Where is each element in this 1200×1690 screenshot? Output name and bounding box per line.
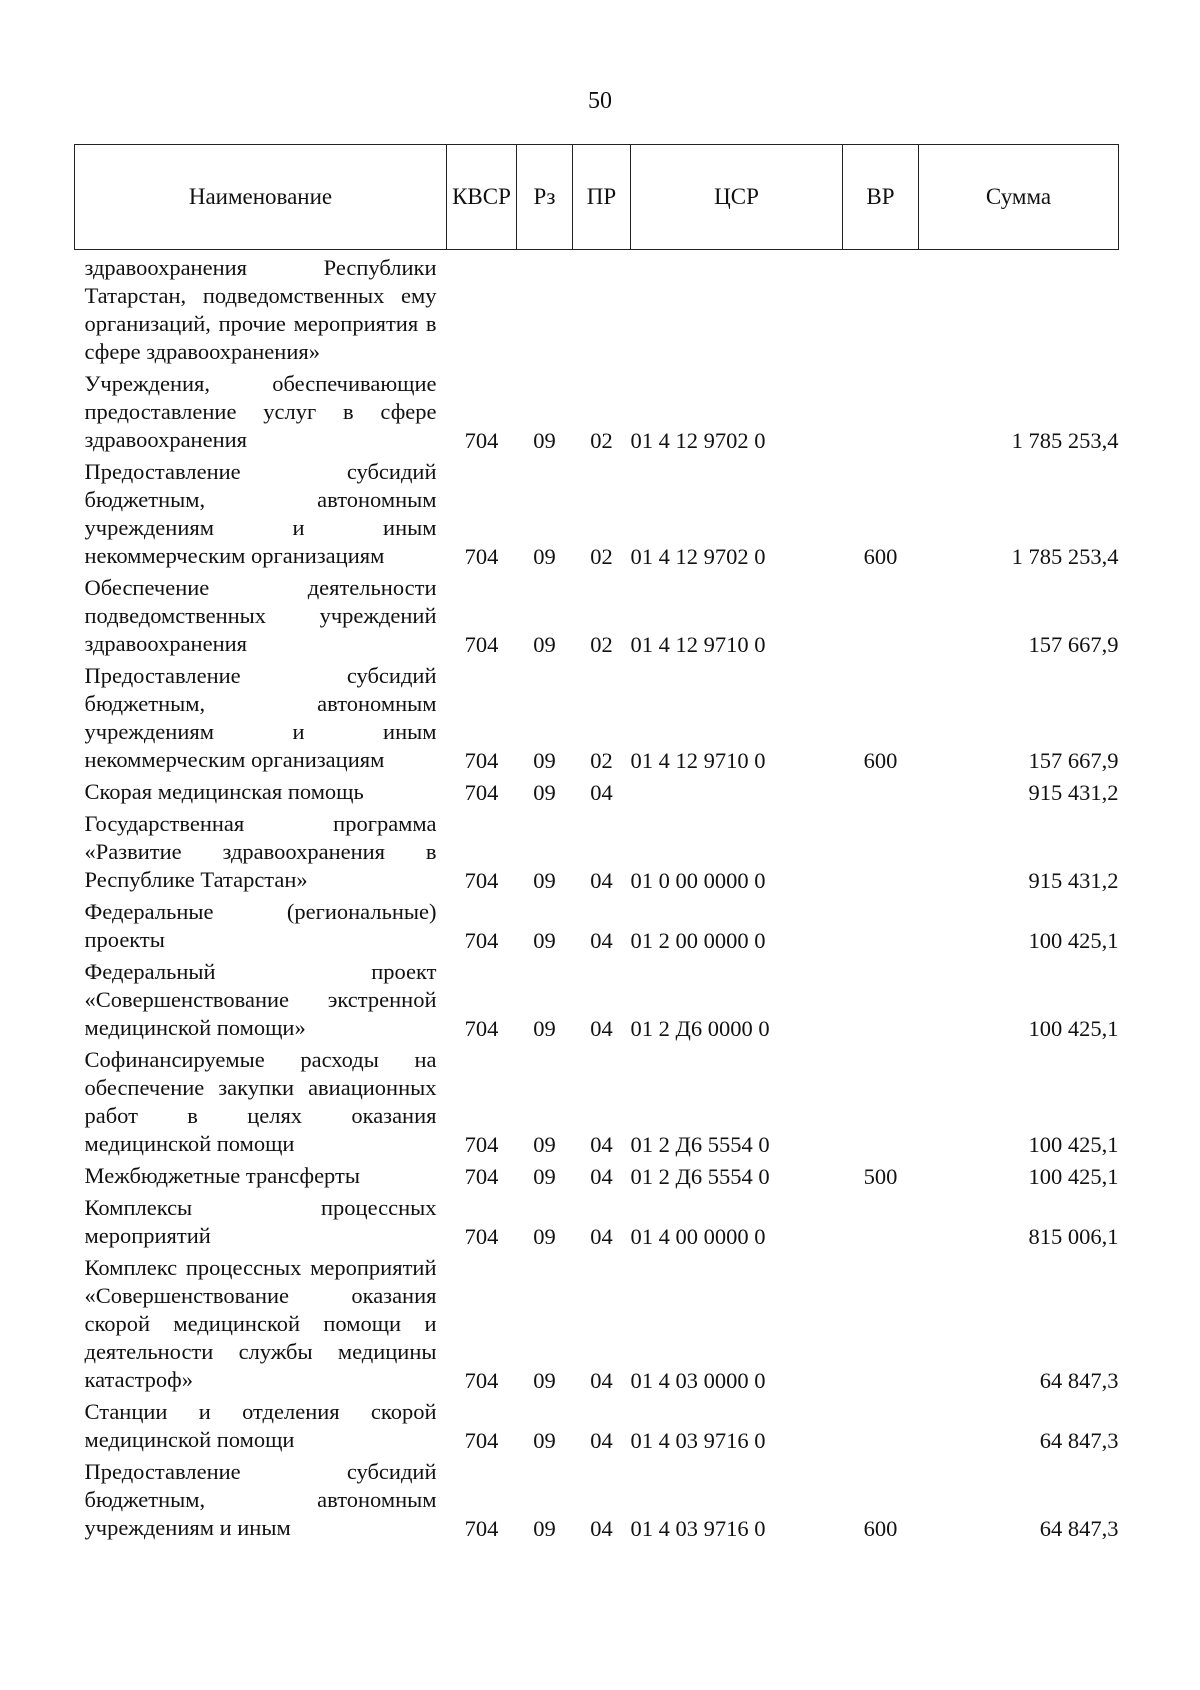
row-name-cell: Федеральный проект «Совершенствование экстренной медицинской помощи»	[84, 959, 437, 1040]
header-csr: ЦСР	[631, 145, 843, 250]
table-row	[75, 1253, 1119, 1397]
row-vr-cell: 600	[863, 1516, 898, 1541]
row-rz-cell: 09	[533, 780, 556, 805]
header-rz: Рз	[517, 145, 573, 250]
row-rz-cell: 09	[533, 868, 556, 893]
row-sum-cell: 64 847,3	[1039, 1516, 1119, 1541]
row-sum-cell: 100 425,1	[1028, 1132, 1119, 1157]
table-row	[75, 809, 1119, 897]
row-name-cell: Станции и отделения скорой медицинской помощи	[84, 1399, 437, 1452]
row-name-cell: Федеральные (региональные) проекты	[84, 899, 437, 952]
row-name-cell: Скорая медицинская помощь	[84, 779, 364, 804]
row-pr-cell: 04	[590, 1224, 613, 1249]
row-pr-cell: 04	[590, 1516, 613, 1541]
row-name-cell: Учреждения, обеспечивающие предоставление услуг в сфере здравоохранения	[84, 371, 437, 452]
row-rz-cell: 09	[533, 1428, 556, 1453]
row-vr-cell: 500	[863, 1164, 898, 1189]
row-kvsr-cell: 704	[464, 632, 499, 657]
row-csr-cell: 01 4 03 9716 0	[630, 1516, 766, 1541]
table-header	[75, 145, 1119, 250]
row-sum-cell: 815 006,1	[1028, 1224, 1119, 1249]
table-row	[75, 957, 1119, 1045]
row-pr-cell: 04	[590, 1428, 613, 1453]
row-kvsr-cell: 704	[464, 928, 499, 953]
row-sum-cell	[919, 250, 1119, 370]
row-name-cell: здравоохранения Республики Татарстан, подведомственных ему организаций, прочие мероприятия в сфере здравоохранения»	[84, 255, 437, 364]
row-pr-cell: 04	[590, 1132, 613, 1157]
row-csr-cell: 01 2 Д6 5554 0	[630, 1164, 770, 1189]
row-rz-cell	[517, 250, 573, 370]
table-row	[75, 457, 1119, 573]
table-row	[75, 1045, 1119, 1161]
row-vr-cell	[843, 369, 919, 457]
row-csr-cell: 01 2 00 0000 0	[630, 928, 766, 953]
row-rz-cell: 09	[533, 1516, 556, 1541]
row-pr-cell: 04	[590, 1016, 613, 1041]
header-name: Наименование	[75, 145, 447, 250]
table-row	[75, 1397, 1119, 1457]
row-vr-cell	[843, 957, 919, 1045]
row-rz-cell: 09	[533, 1164, 556, 1189]
row-rz-cell: 09	[533, 632, 556, 657]
row-name-cell: Межбюджетные трансферты	[84, 1163, 360, 1188]
row-vr-cell	[843, 897, 919, 957]
row-rz-cell: 09	[533, 1132, 556, 1157]
row-csr-cell: 01 4 00 0000 0	[630, 1224, 766, 1249]
row-pr-cell	[573, 250, 631, 370]
row-kvsr-cell: 704	[464, 1016, 499, 1041]
row-kvsr-cell: 704	[464, 780, 499, 805]
budget-table	[74, 144, 1119, 1545]
row-sum-cell: 64 847,3	[1039, 1368, 1119, 1393]
row-pr-cell: 04	[590, 1164, 613, 1189]
row-pr-cell: 04	[590, 868, 613, 893]
row-kvsr-cell: 704	[464, 868, 499, 893]
page-number: 50	[588, 88, 612, 114]
row-csr-cell: 01 4 12 9702 0	[630, 428, 766, 453]
row-pr-cell: 02	[590, 544, 613, 569]
row-sum-cell: 915 431,2	[1028, 780, 1119, 805]
row-rz-cell: 09	[533, 544, 556, 569]
row-pr-cell: 04	[590, 928, 613, 953]
row-pr-cell: 02	[590, 632, 613, 657]
row-sum-cell: 64 847,3	[1039, 1428, 1119, 1453]
header-vr: ВР	[843, 145, 919, 250]
row-pr-cell: 02	[590, 428, 613, 453]
table-row	[75, 573, 1119, 661]
row-kvsr-cell: 704	[464, 544, 499, 569]
row-csr-cell: 01 4 03 9716 0	[630, 1428, 766, 1453]
row-sum-cell: 100 425,1	[1028, 1016, 1119, 1041]
row-pr-cell: 04	[590, 1368, 613, 1393]
row-vr-cell	[843, 809, 919, 897]
row-name-cell: Обеспечение деятельности подведомственных учреждений здравоохранения	[84, 575, 437, 656]
row-csr-cell: 01 4 03 0000 0	[630, 1368, 766, 1393]
row-name-cell: Комплекс процессных мероприятий «Совершенствование оказания скорой медицинской помощи и деятельности службы медицины катастроф»	[84, 1255, 437, 1392]
row-vr-cell	[843, 1253, 919, 1397]
row-kvsr-cell	[447, 250, 517, 370]
row-vr-cell	[843, 250, 919, 370]
row-sum-cell: 100 425,1	[1028, 1164, 1119, 1189]
row-vr-cell	[843, 777, 919, 809]
header-pr: ПР	[573, 145, 631, 250]
row-csr-cell: 01 4 12 9702 0	[630, 544, 766, 569]
row-csr-cell	[631, 777, 843, 809]
table-row	[75, 1161, 1119, 1193]
row-sum-cell: 915 431,2	[1028, 868, 1119, 893]
row-rz-cell: 09	[533, 428, 556, 453]
row-kvsr-cell: 704	[464, 1164, 499, 1189]
row-csr-cell: 01 4 12 9710 0	[630, 748, 766, 773]
table-row	[75, 897, 1119, 957]
row-name-cell: Предоставление субсидий бюджетным, автономным учреждениям и иным некоммерческим организациям	[84, 459, 437, 568]
row-vr-cell: 600	[863, 748, 898, 773]
row-kvsr-cell: 704	[464, 428, 499, 453]
row-name-cell: Государственная программа «Развитие здравоохранения в Республике Татарстан»	[84, 811, 437, 892]
row-kvsr-cell: 704	[464, 748, 499, 773]
row-csr-cell: 01 0 00 0000 0	[630, 868, 766, 893]
row-vr-cell	[843, 1397, 919, 1457]
table-row	[75, 250, 1119, 370]
row-csr-cell	[631, 250, 843, 370]
row-sum-cell: 1 785 253,4	[1011, 428, 1119, 453]
row-vr-cell	[843, 573, 919, 661]
table-row	[75, 777, 1119, 809]
row-sum-cell: 157 667,9	[1028, 632, 1119, 657]
table-row	[75, 1193, 1119, 1253]
row-pr-cell: 04	[590, 780, 613, 805]
table-row	[75, 1457, 1119, 1545]
row-kvsr-cell: 704	[464, 1132, 499, 1157]
row-sum-cell: 100 425,1	[1028, 928, 1119, 953]
table-row	[75, 369, 1119, 457]
table-body	[75, 250, 1119, 1546]
row-name-cell: Софинансируемые расходы на обеспечение закупки авиационных работ в целях оказания медицинской помощи	[84, 1047, 437, 1156]
row-kvsr-cell: 704	[464, 1368, 499, 1393]
row-sum-cell: 1 785 253,4	[1011, 544, 1119, 569]
row-csr-cell: 01 2 Д6 0000 0	[630, 1016, 770, 1041]
table-row	[75, 661, 1119, 777]
row-csr-cell: 01 2 Д6 5554 0	[630, 1132, 770, 1157]
header-row	[75, 145, 1119, 250]
row-pr-cell: 02	[590, 748, 613, 773]
row-name-cell: Комплексы процессных мероприятий	[84, 1195, 437, 1248]
row-kvsr-cell: 704	[464, 1428, 499, 1453]
row-csr-cell: 01 4 12 9710 0	[630, 632, 766, 657]
header-sum: Сумма	[919, 145, 1119, 250]
row-vr-cell	[843, 1193, 919, 1253]
row-vr-cell: 600	[863, 544, 898, 569]
row-rz-cell: 09	[533, 1368, 556, 1393]
row-vr-cell	[843, 1045, 919, 1161]
row-rz-cell: 09	[533, 748, 556, 773]
header-kvsr: КВСР	[447, 145, 517, 250]
row-rz-cell: 09	[533, 928, 556, 953]
row-name-cell: Предоставление субсидий бюджетным, автономным учреждениям и иным	[84, 1459, 437, 1540]
row-kvsr-cell: 704	[464, 1516, 499, 1541]
row-name-cell: Предоставление субсидий бюджетным, автономным учреждениям и иным некоммерческим организациям	[84, 663, 437, 772]
row-rz-cell: 09	[533, 1224, 556, 1249]
row-sum-cell: 157 667,9	[1028, 748, 1119, 773]
row-rz-cell: 09	[533, 1016, 556, 1041]
row-kvsr-cell: 704	[464, 1224, 499, 1249]
